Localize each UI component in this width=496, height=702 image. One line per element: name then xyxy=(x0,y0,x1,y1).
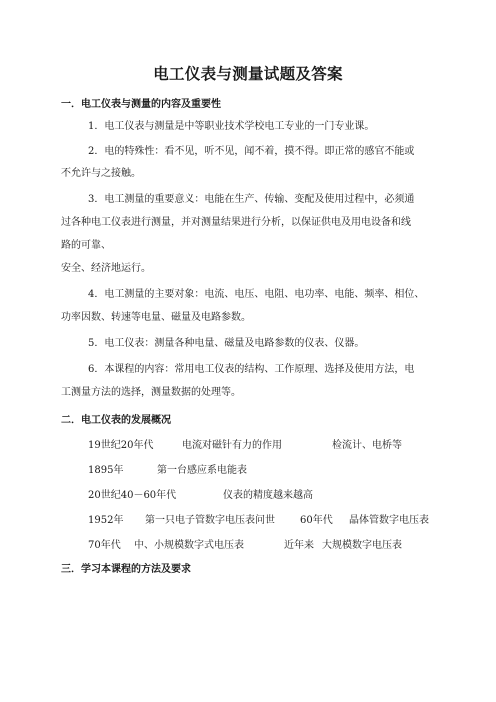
history-event: 检流计、电桥等 xyxy=(332,440,402,451)
history-event: 晶体管数字电压表 xyxy=(349,515,429,526)
paragraph-3-line-3: 路的可靠、 xyxy=(61,240,111,251)
history-event: 仪表的精度越来越高 xyxy=(223,490,313,501)
section-heading-2: 二．电工仪表的发展概况 xyxy=(61,415,171,426)
paragraph-3-line-1: 3．电工测量的重要意义：电能在生产、传输、变配及使用过程中，必须通 xyxy=(88,194,415,205)
paragraph-1: 1．电工仪表与测量是中等职业技术学校电工专业的一门专业课。 xyxy=(88,121,375,132)
history-event: 大规模数字电压表 xyxy=(322,540,402,551)
paragraph-6-line-1: 6．本课程的内容：常用电工仪表的结构、工作原理、选择及使用方法，电 xyxy=(88,364,415,375)
paragraph-5: 5．电工仪表：测量各种电量、磁量及电路参数的仪表、仪器。 xyxy=(88,338,365,349)
paragraph-4-line-1: 4．电工测量的主要对象：电流、电压、电阻、电功率、电能、频率、相位、 xyxy=(88,289,425,300)
history-row xyxy=(88,486,313,501)
history-event: 第一只电子管数字电压表问世 xyxy=(145,515,275,526)
section-heading-1: 一．电工仪表与测量的内容及重要性 xyxy=(61,99,221,110)
paragraph-3-line-2: 过各种电工仪表进行测量，并对测量结果进行分析，以保证供电及用电设备和线 xyxy=(61,217,411,228)
history-era: 1952年 xyxy=(88,515,124,526)
history-era: 60年代 xyxy=(300,515,333,526)
history-row xyxy=(88,511,429,526)
paragraph-4-line-2: 功率因数、转速等电量、磁量及电路参数。 xyxy=(61,312,251,323)
history-event: 第一台感应系电能表 xyxy=(157,465,247,476)
history-event: 电流对磁针有力的作用 xyxy=(182,440,282,451)
paragraph-2-line-2: 不允许与之接触。 xyxy=(61,168,141,179)
section-heading-3: 三．学习本课程的方法及要求 xyxy=(61,564,191,575)
paragraph-3-line-4: 安全、经济地运行。 xyxy=(61,263,151,274)
paragraph-6-line-2: 工测量方法的选择，测量数据的处理等。 xyxy=(61,387,241,398)
document-title: 电工仪表与测量试题及答案 xyxy=(153,65,343,83)
history-era: 20世纪40－60年代 xyxy=(88,490,177,501)
history-era: 1895年 xyxy=(88,465,124,476)
history-event: 中、小规模数字式电压表 xyxy=(134,540,244,551)
history-row xyxy=(88,436,402,451)
history-era: 70年代 xyxy=(88,540,121,551)
paragraph-2-line-1: 2．电的特殊性：看不见，听不见，闻不着，摸不得。即正常的感官不能或 xyxy=(88,146,415,157)
history-row xyxy=(88,461,247,476)
history-era: 近年来 xyxy=(284,540,314,551)
history-era: 19世纪20年代 xyxy=(88,440,154,451)
history-row xyxy=(88,536,402,551)
